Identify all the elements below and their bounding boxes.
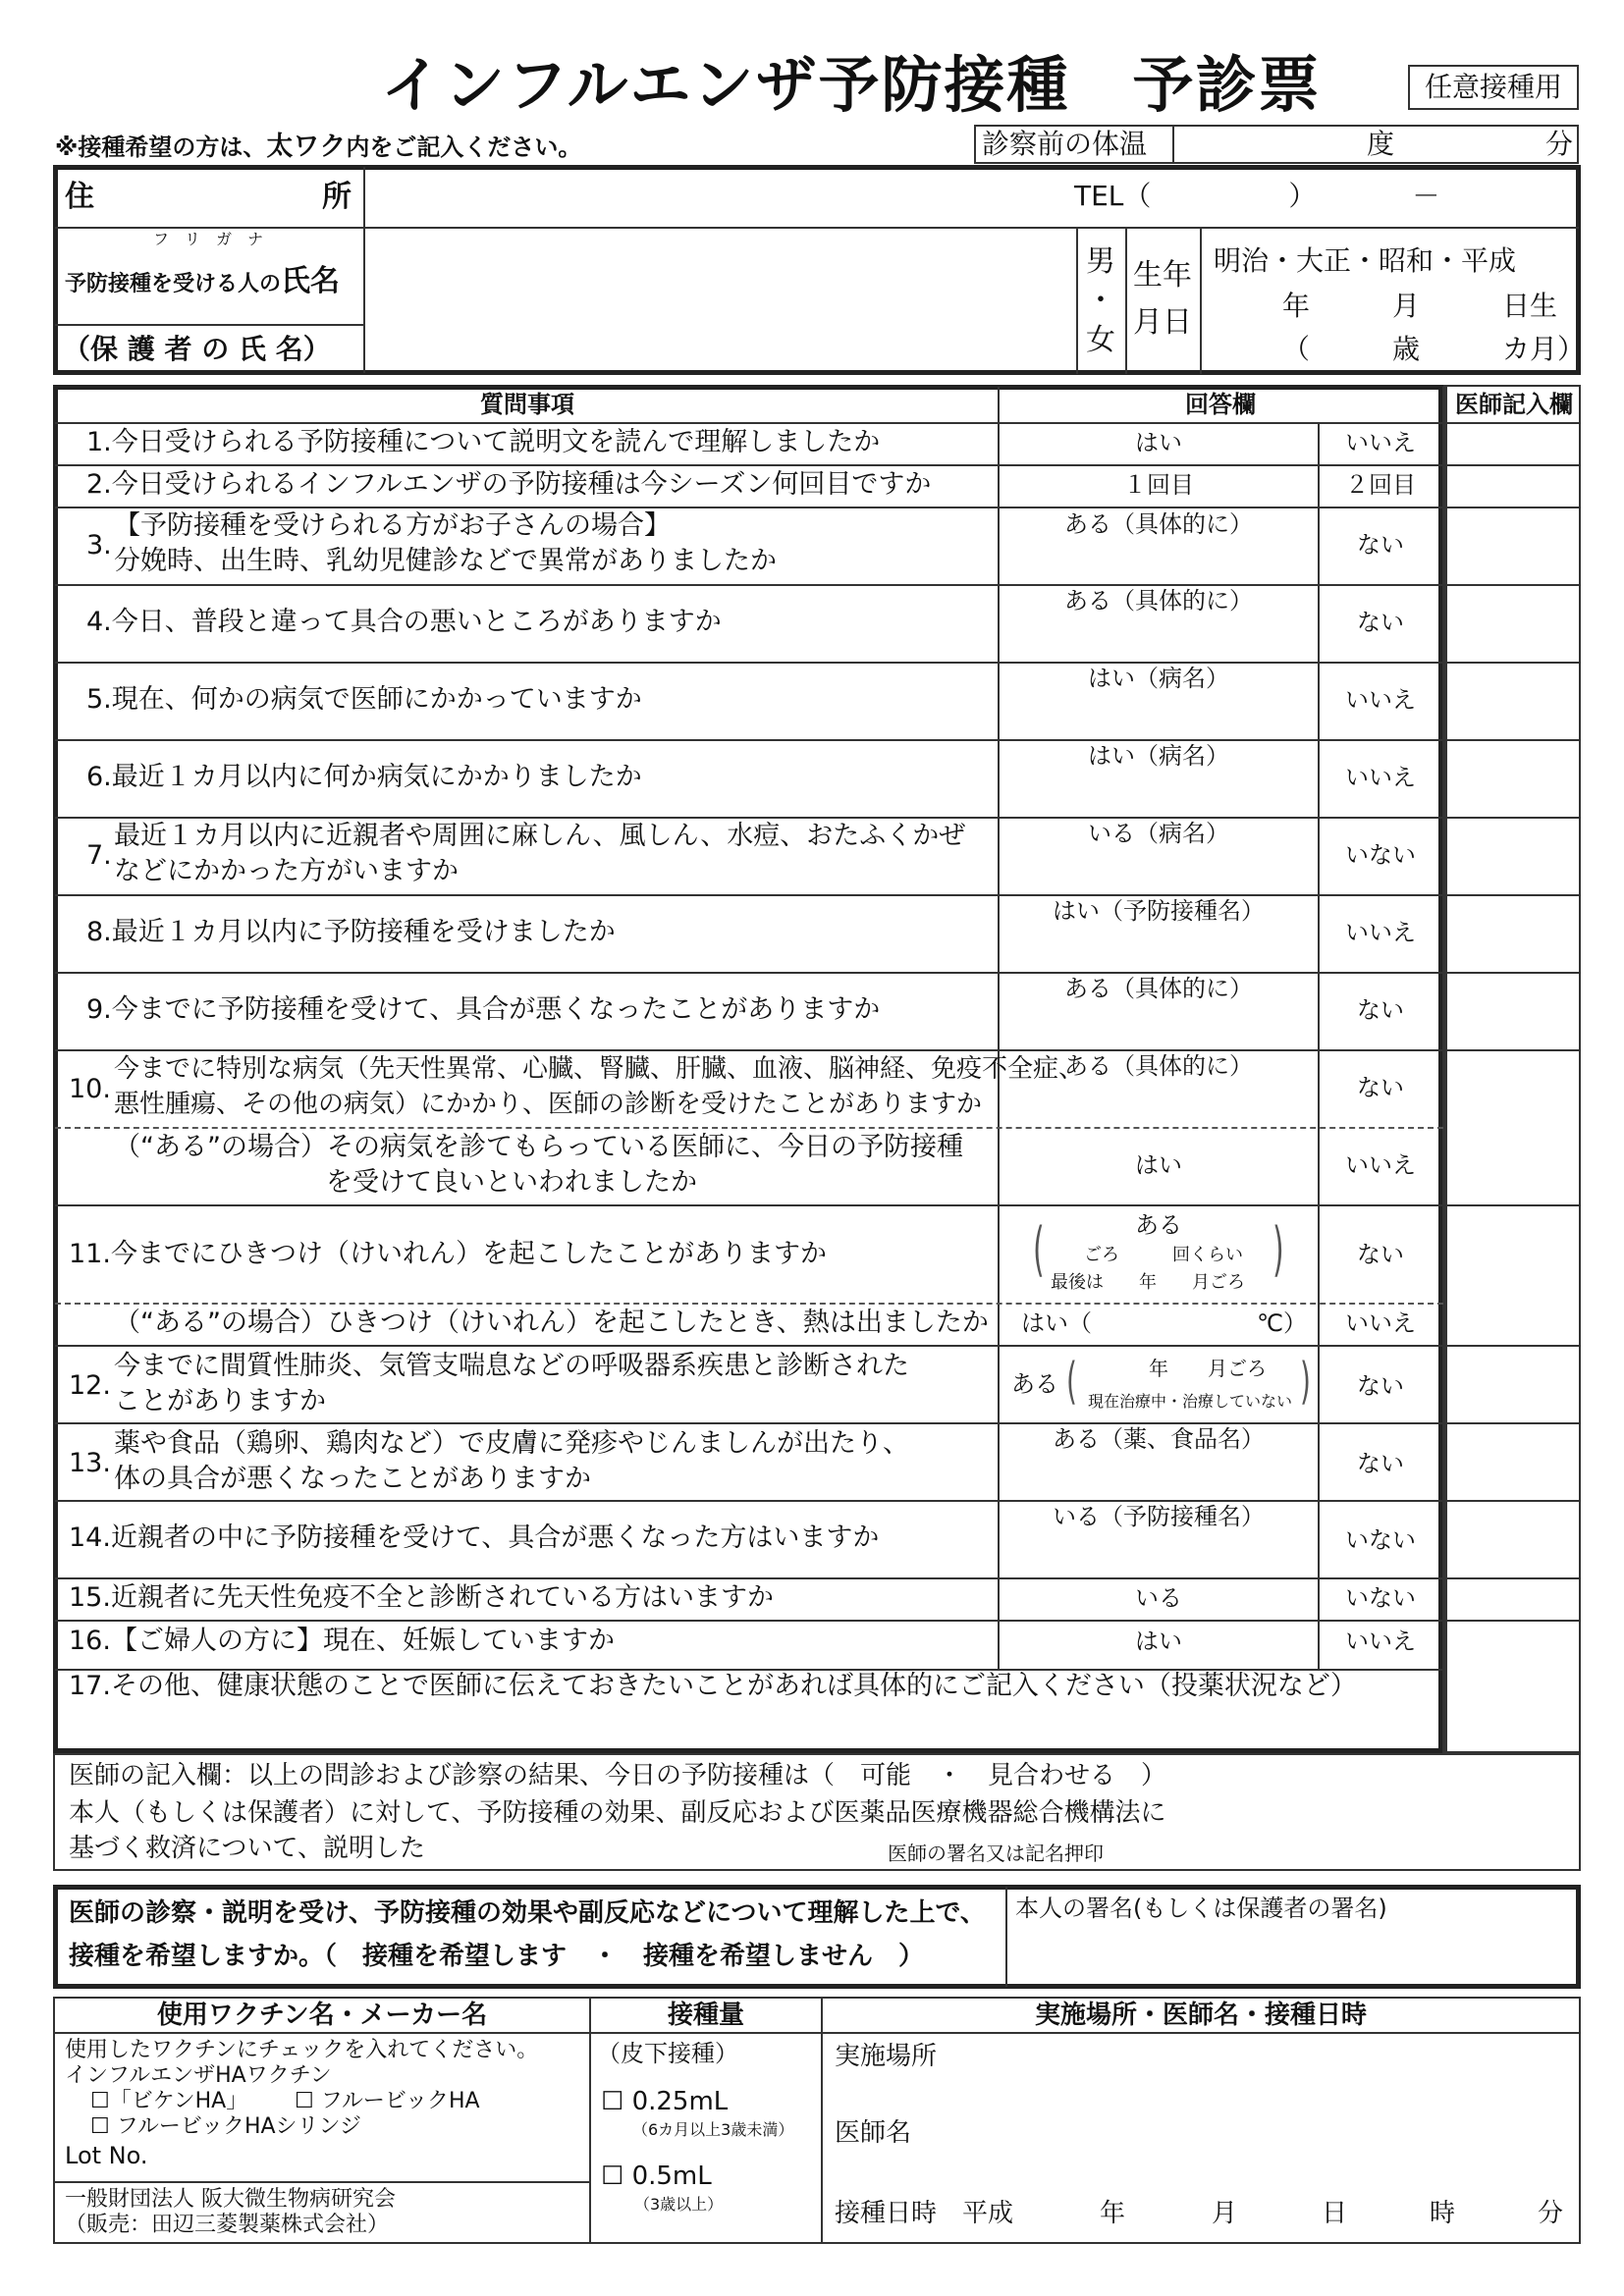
vaccine-option-biken[interactable]: ☐「ビケンHA」 (90, 2089, 248, 2113)
dob-label-2: 月日 (1133, 305, 1192, 340)
era-options[interactable]: 明治・大正・昭和・平成 (1214, 244, 1517, 277)
q11b-text: （“ある”の場合）ひきつけ（けいれん）を起こしたとき、熱は出ましたか (114, 1308, 989, 1338)
q11-answer-yes[interactable]: ある (1135, 1211, 1182, 1239)
sex-male[interactable]: 男 (1086, 244, 1115, 279)
guardian-input[interactable] (367, 327, 1074, 372)
q8-text: 8.最近１カ月以内に予防接種を受けましたか (86, 917, 616, 947)
q5-text: 5.現在、何かの病気で医師にかかっていますか (86, 684, 642, 715)
col-vaccine-name-header: 使用ワクチン名・メーカー名 (156, 2001, 488, 2030)
instruction-note (55, 133, 581, 160)
sex-female[interactable]: 女 (1086, 323, 1115, 357)
vaccine-instruction: 使用したワクチンにチェックを入れてください。 (65, 2038, 539, 2062)
temperature-unit-minute: 分 (1545, 128, 1574, 160)
q15-answer-yes[interactable]: いる (1135, 1584, 1182, 1612)
temperature-label: 診察前の体温 (982, 128, 1148, 160)
q3-line2: 分娩時、出生時、乳幼児健診などで異常がありましたか (114, 546, 777, 576)
q9-answer-yes[interactable]: ある（具体的に） (1064, 975, 1253, 1002)
q17-input[interactable] (59, 1710, 1437, 1747)
q14-text: 14.近親者の中に予防接種を受けて、具合が悪くなった方はいますか (69, 1522, 880, 1553)
q7-line2: などにかかった方がいますか (114, 856, 459, 886)
vaccine-name: インフルエンザHAワクチン (65, 2063, 332, 2088)
q11-paren-left: ( (1033, 1216, 1045, 1285)
q14-answer-yes[interactable]: いる（予防接種名） (1053, 1503, 1265, 1530)
q12-answer-sub2: 現在治療中・治療していない (1088, 1392, 1293, 1411)
q3-answer-no[interactable]: ない (1357, 531, 1404, 559)
place-label: 実施場所 (835, 2042, 938, 2071)
datetime-minute[interactable]: 分 (1538, 2199, 1564, 2228)
q5-answer-yes[interactable]: はい（病名） (1088, 665, 1229, 692)
col-answer-header: 回答欄 (1185, 391, 1256, 418)
lot-number-input[interactable] (177, 2140, 579, 2175)
q3-answer-yes[interactable]: ある（具体的に） (1064, 510, 1253, 538)
q13-line1: 薬や食品（鶏卵、鶏肉など）で皮膚に発疹やじんましんが出たり、 (114, 1428, 909, 1459)
q2-text: 2.今日受けられるインフルエンザの予防接種は今シーズン何回目ですか (86, 469, 932, 500)
q7-answer-yes[interactable]: いる（病名） (1088, 820, 1229, 847)
q8-answer-yes[interactable]: はい（予防接種名） (1053, 897, 1265, 925)
q15-answer-no[interactable]: いない (1345, 1584, 1416, 1612)
q12-num: 12. (69, 1370, 111, 1401)
address-label-1: 住 (65, 180, 94, 214)
furigana-label: フ リ ガ ナ (153, 230, 264, 248)
q11-paren-right: ) (1272, 1216, 1284, 1285)
q11b-answer-no[interactable]: いいえ (1345, 1309, 1416, 1337)
q12-paren-left: ( (1066, 1352, 1077, 1411)
q10-num: 10. (69, 1074, 111, 1104)
q8-answer-no[interactable]: いいえ (1345, 919, 1416, 946)
q13-num: 13. (69, 1448, 111, 1478)
dose-option-05[interactable]: ☐ 0.5mL (601, 2162, 712, 2191)
q16-text: 16.【ご婦人の方に】現在、妊娠していますか (69, 1626, 615, 1656)
q13-answer-yes[interactable]: ある（薬、食品名） (1053, 1425, 1265, 1453)
datetime-hour[interactable]: 時 (1430, 2199, 1456, 2228)
q4-answer-no[interactable]: ない (1357, 609, 1404, 636)
q10-line2: 悪性腫瘍、その他の病気）にかかり、医師の診断を受けたことがありますか (114, 1090, 983, 1119)
q11-answer-sub2: 最後は 年 月ごろ (1051, 1272, 1245, 1293)
q3-num: 3. (86, 530, 112, 561)
q11b-answer-yes[interactable]: はい（ ℃） (1021, 1309, 1307, 1337)
doctor-line-2: 本人（もしくは保護者）に対して、予防接種の効果、副反応および医薬品医療機器総合機構法に (69, 1798, 1166, 1828)
doctor-signature-label: 医師の署名又は記名押印 (888, 1842, 1104, 1865)
note-suffix: 内をご記入ください。 (346, 133, 582, 161)
consent-line-1: 医師の診察・説明を受け、予防接種の効果や副反応などについて理解した上で、 (69, 1898, 986, 1928)
doctor-line-3: 基づく救済について、説明した (69, 1834, 425, 1863)
maker-name: 一般財団法人 阪大微生物病研究会 (65, 2187, 396, 2212)
lot-number-label: Lot No. (65, 2142, 148, 2169)
q10b-answer-yes[interactable]: はい (1135, 1151, 1182, 1179)
q12-answer-no[interactable]: ない (1357, 1372, 1404, 1400)
q4-text: 4.今日、普段と違って具合の悪いところがありますか (86, 607, 722, 637)
q10b-line2: を受けて良いといわれましたか (326, 1167, 697, 1198)
badge-text: 任意接種用 (1424, 71, 1562, 103)
q9-text: 9.今までに予防接種を受けて、具合が悪くなったことがありますか (86, 994, 881, 1025)
doctor-signature-field[interactable] (1159, 1816, 1571, 1865)
q10b-answer-no[interactable]: いいえ (1345, 1151, 1416, 1179)
q1-answer-yes[interactable]: はい (1135, 429, 1182, 456)
dob-label-1: 生年 (1133, 258, 1192, 293)
q4-answer-yes[interactable]: ある（具体的に） (1064, 587, 1253, 614)
consent-signature-field[interactable] (1011, 1930, 1575, 1983)
sex-dot: ・ (1086, 284, 1115, 318)
datetime-label: 接種日時 平成 (835, 2199, 1014, 2228)
vaccine-option-fluvik-syringe[interactable]: ☐ フルービックHAシリンジ (90, 2114, 361, 2139)
doctor-name-label: 医師名 (835, 2118, 912, 2148)
name-label-small: 予防接種を受ける人の (65, 272, 282, 296)
doctor-line-1: 医師の記入欄：以上の問診および診察の結果、今日の予防接種は（ 可能 ・ 見合わせる ） (69, 1761, 1167, 1790)
q6-answer-yes[interactable]: はい（病名） (1088, 742, 1229, 770)
col-dose-header: 接種量 (667, 2001, 744, 2030)
consent-line-2[interactable]: 接種を希望しますか。（ 接種を希望します ・ 接種を希望しません ） (69, 1942, 925, 1971)
dose-option-05-note: （3歳以上） (634, 2195, 724, 2214)
q7-answer-no[interactable]: いない (1345, 841, 1416, 869)
address-label-2: 所 (322, 180, 352, 214)
q7-line1: 最近１カ月以内に近親者や周囲に麻しん、風しん、水痘、おたふくかぜ (114, 821, 966, 851)
q2-answer-yes[interactable]: １回目 (1123, 471, 1194, 499)
age-line[interactable]: （ 歳 カ月） (1282, 333, 1586, 365)
dose-option-025-note: （6カ月以上3歳未満） (632, 2120, 794, 2139)
q9-answer-no[interactable]: ない (1357, 996, 1404, 1024)
q16-answer-yes[interactable]: はい (1135, 1628, 1182, 1655)
name-label (65, 264, 341, 298)
q10b-line1: （“ある”の場合）その病気を診てもらっている医師に、今日の予防接種 (114, 1132, 963, 1162)
q14-answer-no[interactable]: いない (1345, 1526, 1416, 1554)
guardian-label: （保 護 者 の 氏 名） (63, 333, 331, 365)
datetime-day[interactable]: 日 (1322, 2199, 1348, 2228)
col-place-header: 実施場所・医師名・接種日時 (1034, 2001, 1367, 2030)
q12-paren-right: ) (1300, 1352, 1311, 1411)
vaccine-option-fluvik[interactable]: ☐ フルービックHA (295, 2089, 480, 2113)
q12-line2: ことがありますか (114, 1386, 326, 1416)
note-prefix: ※接種希望の方は、 (55, 133, 267, 161)
q11-answer-sub1: ごろ 回くらい (1084, 1245, 1243, 1265)
q12-line1: 今までに間質性肺炎、気管支喘息などの呼吸器系疾患と診断された (114, 1351, 909, 1381)
q17-text: 17.その他、健康状態のことで医師に伝えておきたいことがあれば具体的にご記入ください（投薬状況など） (69, 1671, 1357, 1701)
name-input[interactable] (367, 230, 1074, 322)
q12-answer-yes[interactable]: ある (1011, 1370, 1058, 1398)
maker-distributor: （販売：田辺三菱製薬株式会社） (65, 2213, 390, 2237)
q15-text: 15.近親者に先天性免疫不全と診断されている方はいますか (69, 1582, 774, 1613)
q11-text: 11.今までにひきつけ（けいれん）を起こしたことがありますか (69, 1239, 827, 1269)
birth-date-line[interactable]: 年 月 日生 (1282, 290, 1558, 322)
tel-label: TEL（ ） － (1074, 180, 1440, 212)
dose-option-025[interactable]: ☐ 0.25mL (601, 2087, 729, 2116)
voluntary-badge (1408, 65, 1579, 110)
q13-answer-no[interactable]: ない (1357, 1450, 1404, 1477)
doctor-name-input[interactable] (933, 2110, 1571, 2154)
q10-answer-yes[interactable]: ある（具体的に） (1064, 1052, 1253, 1080)
q6-text: 6.最近１カ月以内に何か病気にかかりましたか (86, 762, 642, 792)
q10-line1: 今までに特別な病気（先天性異常、心臓、腎臓、肝臓、血液、脳神経、免疫不全症、 (114, 1054, 1085, 1084)
q3-line1: 【予防接種を受けられる方がお子さんの場合】 (114, 510, 671, 541)
q11-answer-no[interactable]: ない (1357, 1241, 1404, 1268)
col-question-header: 質問事項 (480, 391, 574, 418)
note-bold: 太ワク (266, 132, 347, 162)
datetime-month[interactable]: 月 (1212, 2199, 1238, 2228)
q6-answer-no[interactable]: いいえ (1345, 764, 1416, 791)
q1-answer-no[interactable]: いいえ (1345, 429, 1416, 456)
datetime-year[interactable]: 年 (1100, 2199, 1126, 2228)
temperature-unit-degree: 度 (1367, 128, 1395, 160)
q12-answer-sub1: 年 月ごろ (1149, 1357, 1267, 1380)
q2-answer-no[interactable]: ２回目 (1345, 471, 1416, 499)
page-title: インフルエンザ予防接種 予診票 (381, 49, 1322, 121)
q1-text: 1.今日受けられる予防接種について説明文を読んで理解しましたか (86, 427, 881, 457)
col-doctor-header: 医師記入欄 (1455, 391, 1573, 418)
name-label-big: 氏名 (281, 264, 341, 298)
q13-line2: 体の具合が悪くなったことがありますか (114, 1464, 591, 1494)
q5-answer-no[interactable]: いいえ (1345, 686, 1416, 714)
q7-num: 7. (86, 840, 112, 871)
place-input[interactable] (962, 2038, 1571, 2077)
q16-answer-no[interactable]: いいえ (1345, 1628, 1416, 1655)
consent-signature-label: 本人の署名(もしくは保護者の署名) (1015, 1895, 1387, 1922)
injection-route: （皮下接種） (597, 2040, 738, 2067)
q10-answer-no[interactable]: ない (1357, 1074, 1404, 1101)
